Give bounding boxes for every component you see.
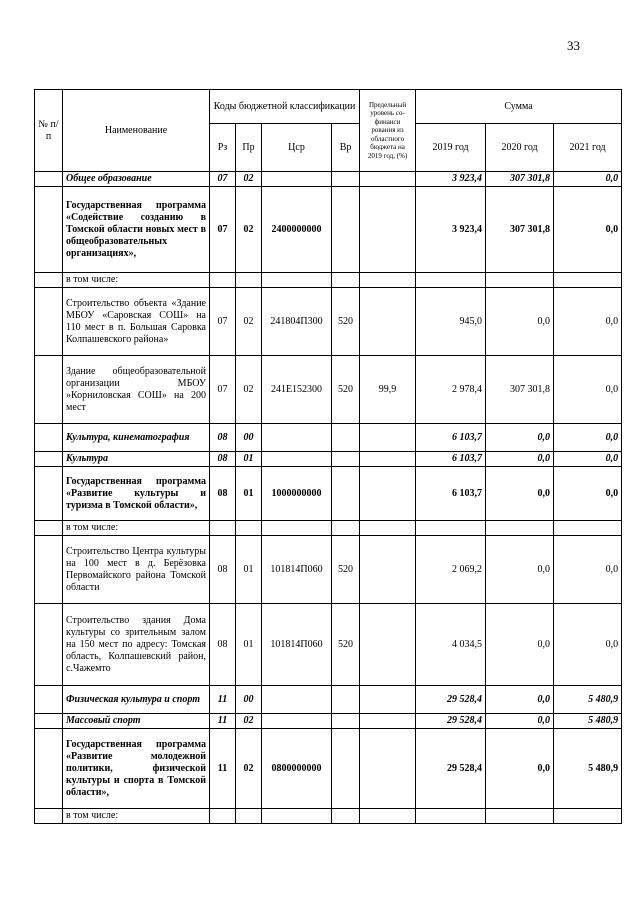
table-row	[35, 288, 622, 356]
row-pr	[236, 273, 262, 288]
row-rz	[210, 521, 236, 536]
row-limit: 99,9	[360, 356, 416, 424]
row-2021: 0,0	[554, 424, 622, 452]
row-2021: 0,0	[554, 172, 622, 187]
row-2021: 0,0	[554, 356, 622, 424]
row-csr	[262, 686, 332, 714]
row-2019: 4 034,5	[416, 604, 486, 686]
row-pr: 02	[236, 172, 262, 187]
row-2019: 29 528,4	[416, 686, 486, 714]
header-vr: Вр	[332, 124, 360, 172]
row-2019: 29 528,4	[416, 729, 486, 809]
row-name: Государственная программа «Развитие культуры и туризма в Томской области»,	[63, 467, 210, 521]
row-limit	[360, 424, 416, 452]
table-row	[35, 356, 622, 424]
header-sum: Сумма	[416, 90, 622, 124]
row-vr	[332, 187, 360, 273]
row-pr: 02	[236, 187, 262, 273]
row-name: Культура	[63, 452, 210, 467]
row-name: Строительство объекта «Здание МБОУ «Саровская СОШ» на 110 мест в п. Большая Саровка Колпашевского района»	[63, 288, 210, 356]
row-name: Строительство Центра культуры на 100 мест в д. Берёзовка Первомайского района Томской области	[63, 536, 210, 604]
row-vr	[332, 172, 360, 187]
row-rz: 11	[210, 729, 236, 809]
row-pr: 02	[236, 714, 262, 729]
row-name: Государственная программа «Развитие молодежной политики, физической культуры и спорта в Томской области»,	[63, 729, 210, 809]
table-row	[35, 424, 622, 452]
row-2020: 0,0	[486, 686, 554, 714]
header-2020: 2020 год	[486, 124, 554, 172]
table-row	[35, 467, 622, 521]
row-2020	[486, 809, 554, 824]
table-row	[35, 686, 622, 714]
row-limit	[360, 536, 416, 604]
row-csr	[262, 452, 332, 467]
table-row	[35, 714, 622, 729]
row-csr	[262, 521, 332, 536]
row-rz: 08	[210, 467, 236, 521]
row-2021: 5 480,9	[554, 729, 622, 809]
row-pr: 02	[236, 356, 262, 424]
row-rz: 07	[210, 288, 236, 356]
row-rz: 08	[210, 536, 236, 604]
table-row	[35, 809, 622, 824]
row-limit	[360, 729, 416, 809]
row-limit	[360, 467, 416, 521]
row-csr	[262, 172, 332, 187]
row-csr	[262, 809, 332, 824]
header-2021: 2021 год	[554, 124, 622, 172]
page-number: 33	[567, 38, 580, 53]
row-limit	[360, 714, 416, 729]
header-2019: 2019 год	[416, 124, 486, 172]
table-row	[35, 187, 622, 273]
row-2021	[554, 809, 622, 824]
header-codes: Коды бюджетной классификации	[210, 90, 360, 124]
row-name: Общее образование	[63, 172, 210, 187]
row-name: Культура, кинематография	[63, 424, 210, 452]
row-pr: 01	[236, 536, 262, 604]
row-2019: 3 923,4	[416, 172, 486, 187]
row-csr: 241804П300	[262, 288, 332, 356]
row-2021: 0,0	[554, 467, 622, 521]
row-vr: 520	[332, 288, 360, 356]
row-csr: 101814П060	[262, 604, 332, 686]
row-2020: 307 301,8	[486, 172, 554, 187]
row-rz: 07	[210, 172, 236, 187]
row-2021: 0,0	[554, 604, 622, 686]
row-2019: 29 528,4	[416, 714, 486, 729]
row-vr	[332, 714, 360, 729]
row-rz: 08	[210, 424, 236, 452]
row-csr: 1000000000	[262, 467, 332, 521]
row-vr	[332, 424, 360, 452]
row-vr: 520	[332, 604, 360, 686]
row-2019: 6 103,7	[416, 424, 486, 452]
row-limit	[360, 604, 416, 686]
row-rz: 08	[210, 452, 236, 467]
table-row	[35, 273, 622, 288]
row-pr	[236, 809, 262, 824]
row-vr: 520	[332, 356, 360, 424]
table-row	[35, 521, 622, 536]
row-rz: 11	[210, 714, 236, 729]
row-2019: 945,0	[416, 288, 486, 356]
row-2020: 0,0	[486, 729, 554, 809]
header-csr: Цср	[262, 124, 332, 172]
row-2019: 2 978,4	[416, 356, 486, 424]
row-pr: 00	[236, 424, 262, 452]
row-pr: 00	[236, 686, 262, 714]
row-rz	[210, 273, 236, 288]
row-vr	[332, 521, 360, 536]
row-2020: 0,0	[486, 288, 554, 356]
row-limit	[360, 288, 416, 356]
row-2020: 0,0	[486, 536, 554, 604]
row-name: Массовый спорт	[63, 714, 210, 729]
row-2020: 0,0	[486, 714, 554, 729]
row-limit	[360, 452, 416, 467]
row-limit	[360, 187, 416, 273]
row-csr: 2400000000	[262, 187, 332, 273]
row-vr	[332, 452, 360, 467]
row-name: Физическая культура и спорт	[63, 686, 210, 714]
row-pr: 01	[236, 604, 262, 686]
row-vr	[332, 467, 360, 521]
row-2020: 0,0	[486, 467, 554, 521]
row-2020: 307 301,8	[486, 356, 554, 424]
table-row	[35, 452, 622, 467]
row-2019	[416, 521, 486, 536]
table-row	[35, 172, 622, 187]
row-limit	[360, 273, 416, 288]
row-limit	[360, 809, 416, 824]
row-2020: 0,0	[486, 452, 554, 467]
row-csr	[262, 714, 332, 729]
row-vr	[332, 729, 360, 809]
row-csr: 241Е152300	[262, 356, 332, 424]
row-2021: 5 480,9	[554, 714, 622, 729]
row-name: в том числе:	[63, 809, 210, 824]
row-pr: 02	[236, 288, 262, 356]
row-vr	[332, 273, 360, 288]
row-2019: 6 103,7	[416, 467, 486, 521]
header-limit: Предельный уровень со-финанси рования из областного бюджета на 2019 год, (%)	[360, 90, 416, 172]
row-rz: 07	[210, 187, 236, 273]
row-name: Строительство здания Дома культуры со зрительным залом на 150 мест по адресу: Томская область, Колпашевский район, с.Чажемто	[63, 604, 210, 686]
row-limit	[360, 172, 416, 187]
table-row	[35, 604, 622, 686]
table-row	[35, 729, 622, 809]
row-2019: 6 103,7	[416, 452, 486, 467]
row-2021: 0,0	[554, 536, 622, 604]
row-name: в том числе:	[63, 273, 210, 288]
table-row	[35, 536, 622, 604]
row-2021: 0,0	[554, 187, 622, 273]
row-2019: 2 069,2	[416, 536, 486, 604]
row-pr	[236, 521, 262, 536]
row-rz: 11	[210, 686, 236, 714]
row-2021	[554, 273, 622, 288]
row-name: в том числе:	[63, 521, 210, 536]
row-rz	[210, 809, 236, 824]
row-rz: 07	[210, 356, 236, 424]
row-csr: 101814П060	[262, 536, 332, 604]
header-rz: Рз	[210, 124, 236, 172]
row-2019	[416, 809, 486, 824]
row-rz: 08	[210, 604, 236, 686]
row-name: Государственная программа «Содействие созданию в Томской области новых мест в общеобразовательных организациях»,	[63, 187, 210, 273]
row-vr: 520	[332, 536, 360, 604]
row-2020: 0,0	[486, 424, 554, 452]
row-limit	[360, 686, 416, 714]
row-2021: 0,0	[554, 288, 622, 356]
row-vr	[332, 809, 360, 824]
row-2021: 0,0	[554, 452, 622, 467]
row-vr	[332, 686, 360, 714]
row-limit	[360, 521, 416, 536]
row-csr	[262, 424, 332, 452]
header-num: № п/п	[35, 90, 63, 172]
row-2019	[416, 273, 486, 288]
row-2020: 307 301,8	[486, 187, 554, 273]
row-2021: 5 480,9	[554, 686, 622, 714]
row-name: Здание общеобразовательной организации МБОУ »Корниловская СОШ» на 200 мест	[63, 356, 210, 424]
header-name: Наименование	[63, 90, 210, 172]
row-pr: 01	[236, 467, 262, 521]
row-csr: 0800000000	[262, 729, 332, 809]
header-pr: Пр	[236, 124, 262, 172]
row-2021	[554, 521, 622, 536]
budget-table	[34, 89, 622, 824]
row-pr: 01	[236, 452, 262, 467]
row-2020	[486, 273, 554, 288]
row-pr: 02	[236, 729, 262, 809]
row-csr	[262, 273, 332, 288]
row-2019: 3 923,4	[416, 187, 486, 273]
row-2020	[486, 521, 554, 536]
row-2020: 0,0	[486, 604, 554, 686]
